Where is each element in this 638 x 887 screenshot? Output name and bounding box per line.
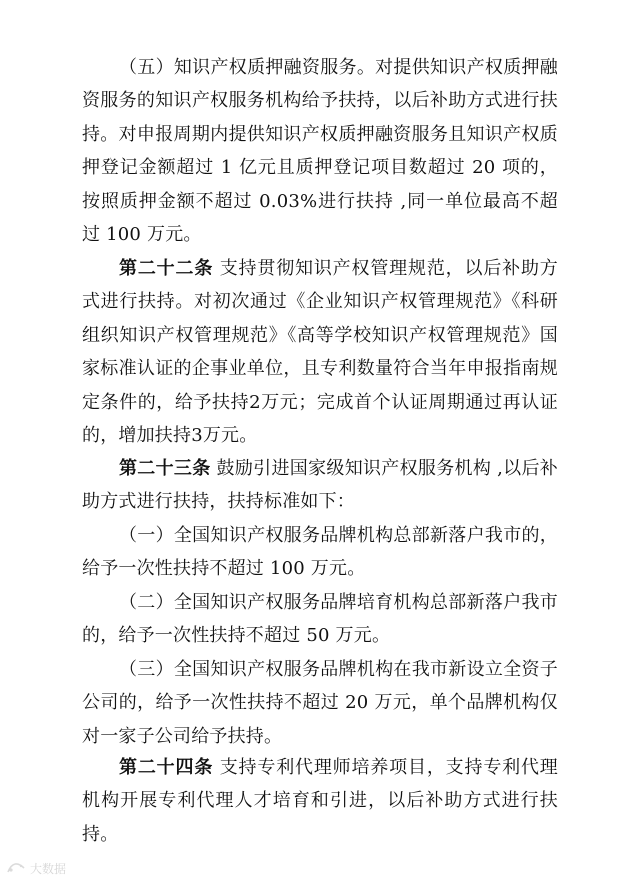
article-heading: 第二十二条 (119, 258, 214, 279)
item-2 (82, 586, 558, 653)
article-text: 支持专利代理师培养项目，支持专利代理机构开展专利代理人才培育和引进，以后补助方式进行扶持。 (82, 757, 558, 845)
logo-icon (6, 860, 26, 876)
item-text: （二）全国知识产权服务品牌培育机构总部新落户我市的，给予一次性扶持不超过 50 万元。 (82, 592, 558, 647)
article-text: 鼓励引进国家级知识产权服务机构 ,以后补助方式进行扶持，扶持标准如下： (82, 458, 558, 513)
paragraph-text: （五）知识产权质押融资服务。对提供知识产权质押融资服务的知识产权服务机构给予扶持，以后补助方式进行扶持。对申报周期内提供知识产权质押融资服务且知识产权质押登记金额超过 1 亿元且质押登记项目数超过 20 项的，按照质押金额不超过 0.03%进行扶持 ,同一单位最高不超过 100 万元。 (82, 57, 558, 246)
article-22 (82, 252, 558, 452)
item-3 (82, 653, 558, 753)
article-23 (82, 452, 558, 519)
item-1 (82, 519, 558, 586)
article-heading: 第二十三条 (119, 458, 211, 479)
article-heading: 第二十四条 (119, 757, 214, 778)
watermark (6, 857, 66, 879)
item-text: （三）全国知识产权服务品牌机构在我市新设立全资子公司的，给予一次性扶持不超过 20 万元，单个品牌机构仅对一家子公司给予扶持。 (82, 659, 558, 747)
item-text: （一）全国知识产权服务品牌机构总部新落户我市的，给予一次性扶持不超过 100 万元。 (82, 525, 558, 580)
paragraph-pledge-financing (82, 51, 558, 251)
article-24 (82, 751, 558, 851)
article-text: 支持贯彻知识产权管理规范，以后补助方式进行扶持。对初次通过《企业知识产权管理规范》《科研组织知识产权管理规范》《高等学校知识产权管理规范》国家标准认证的企事业单位，且专利数量符合当年申报指南规定条件的，给予扶持2万元；完成首个认证周期通过再认证的，增加扶持3万元。 (82, 258, 558, 447)
watermark-text: 大数据 (30, 861, 67, 876)
